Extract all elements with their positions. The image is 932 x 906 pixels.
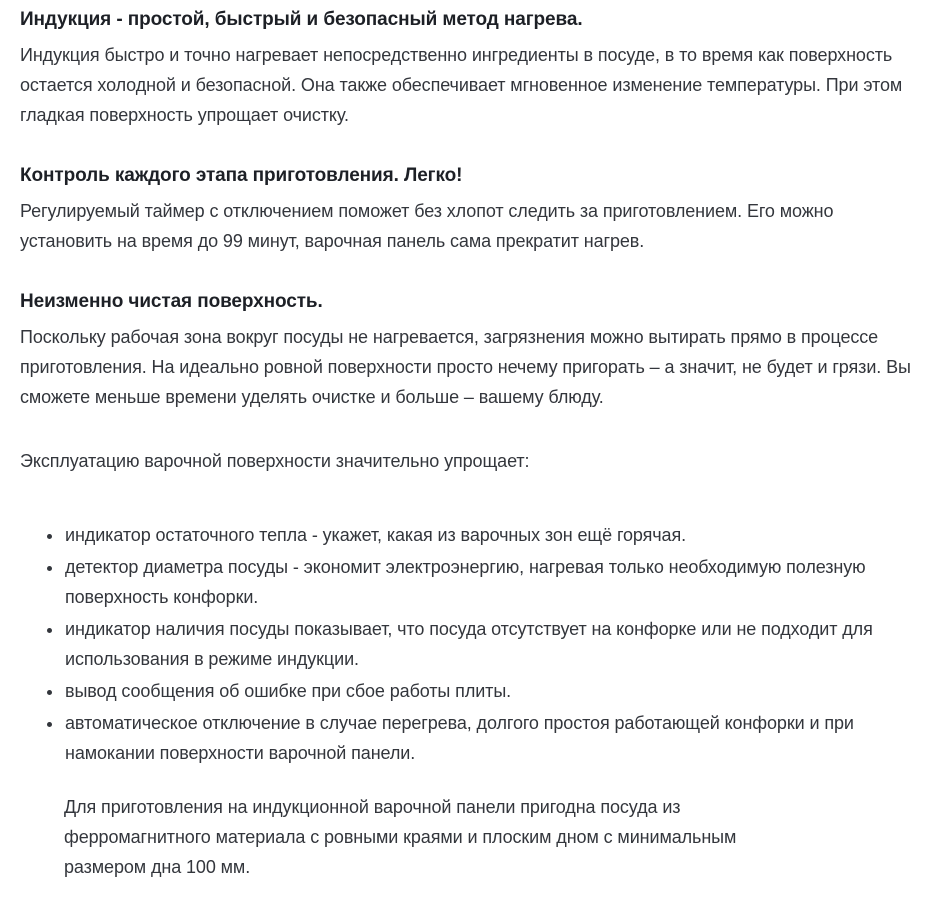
list-item-error-message: • вывод сообщения об ошибке при сбое работы плиты.: [64, 676, 912, 706]
section-timer-control: [20, 164, 912, 256]
section-body-clean-surface: Поскольку рабочая зона вокруг посуды не нагревается, загрязнения можно вытирать прямо в процессе приготовления. На идеально ровной поверхности просто нечему пригорать – а значит, не будет и грязи. Вы сможете меньше времени уделять очистке и больше – вашему блюду.: [20, 327, 911, 407]
features-list: [20, 520, 912, 768]
list-item-auto-shutoff: • автоматическое отключение в случае перегрева, долгого простоя работающей конфорки и при намокании поверхности варочной панели.: [64, 708, 912, 768]
section-heading-clean-surface: Неизменно чистая поверхность.: [20, 291, 323, 312]
section-heading-timer-control: Контроль каждого этапа приготовления. Легко!: [20, 165, 463, 186]
list-item-pan-diameter-detector: • детектор диаметра посуды - экономит электроэнергию, нагревая только необходимую полезную поверхность конфорки.: [64, 552, 912, 612]
features-intro-line: Эксплуатацию варочной поверхности значительно упрощает:: [20, 451, 530, 471]
section-body-timer-control: Регулируемый таймер с отключением поможет без хлопот следить за приготовлением. Его можно установить на время до 99 минут, варочная панель сама прекратит нагрев.: [20, 201, 834, 251]
list-item-pan-presence-indicator: • индикатор наличия посуды показывает, что посуда отсутствует на конфорке или не подходит для использования в режиме индукции.: [64, 614, 912, 674]
section-heading-induction: Индукция - простой, быстрый и безопасный метод нагрева.: [20, 9, 583, 30]
list-item-residual-heat-indicator: • индикатор остаточного тепла - укажет, какая из варочных зон ещё горячая.: [64, 520, 912, 550]
section-clean-surface: [20, 290, 912, 412]
section-induction: [20, 8, 912, 130]
cookware-note-paragraph: Для приготовления на индукционной варочной панели пригодна посуда из ферромагнитного материала с ровными краями и плоским дном с минимальным размером дна 100 мм.: [64, 797, 737, 877]
section-body-induction: Индукция быстро и точно нагревает непосредственно ингредиенты в посуде, в то время как поверхность остается холодной и безопасной. Она также обеспечивает мгновенное изменение температуры. При этом гладкая поверхность упрощает очистку.: [20, 45, 903, 125]
